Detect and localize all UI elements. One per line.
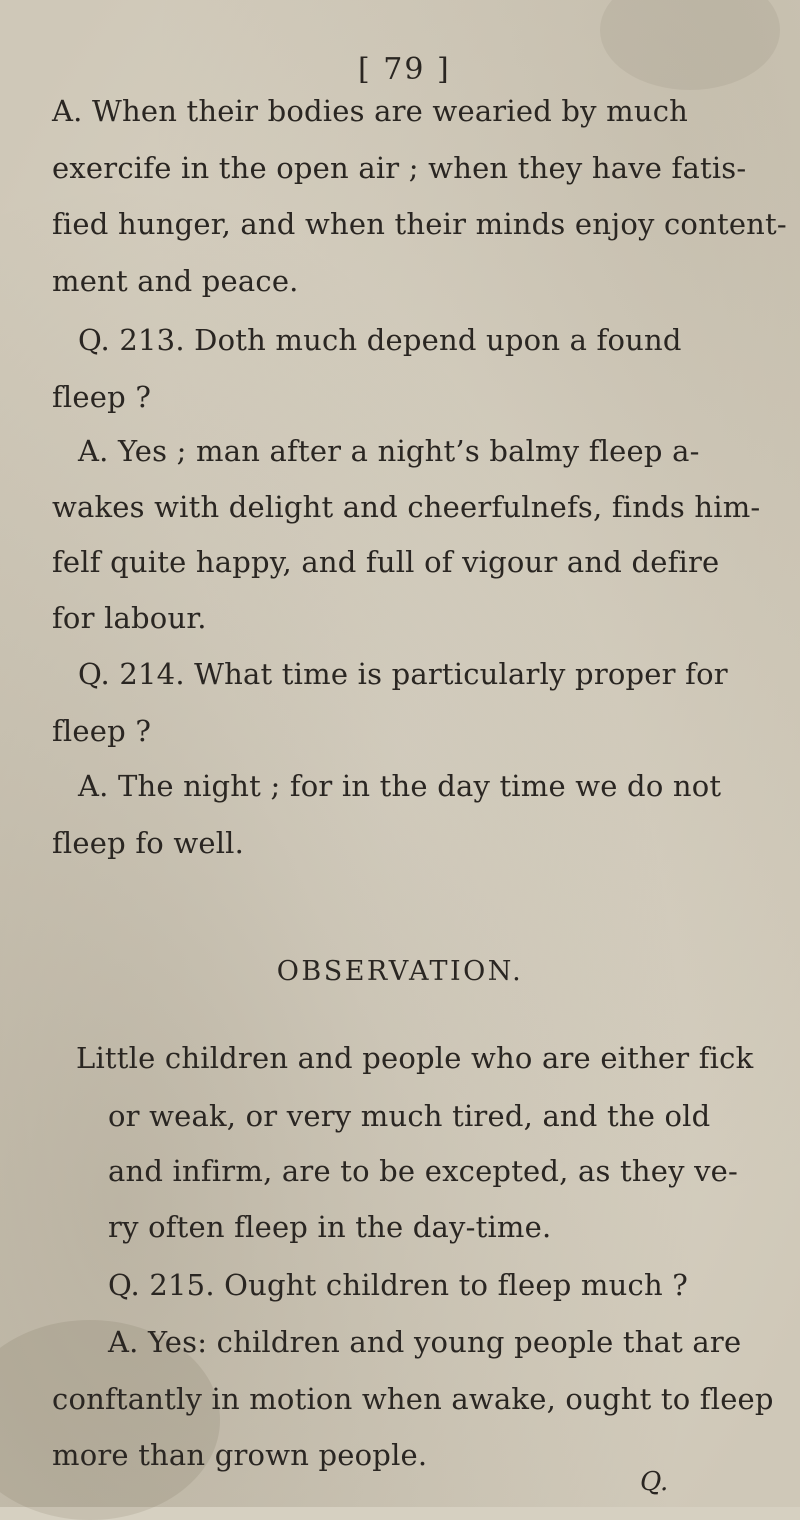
text-line: felf quite happy, and full of vigour and defire	[52, 544, 720, 579]
observation-line: ry often fleep in the day-time.	[108, 1210, 552, 1245]
paper-stain	[600, 0, 780, 90]
text-line: Q. 214. What time is particularly proper for	[78, 657, 728, 692]
text-line: fleep fo well.	[52, 825, 245, 860]
observation-line: or weak, or very much tired, and the old	[108, 1098, 711, 1133]
text-line: A. Yes: children and young people that are	[108, 1325, 742, 1360]
observation-line: Little children and people who are either fick	[76, 1041, 754, 1076]
text-line: A. When their bodies are wearied by much	[52, 94, 689, 129]
text-line: exercife in the open air ; when they have fatis-	[52, 150, 747, 185]
text-line: conftantly in motion when awake, ought to fleep	[52, 1381, 774, 1416]
text-line: A. Yes ; man after a night’s balmy fleep a-	[78, 433, 700, 468]
text-line: fleep ?	[52, 713, 152, 748]
text-line: wakes with delight and cheerfulnefs, finds him-	[52, 490, 761, 525]
text-line: fied hunger, and when their minds enjoy content-	[52, 207, 787, 242]
observation-line: and infirm, are to be excepted, as they ve-	[108, 1153, 739, 1188]
text-line: ment and peace.	[52, 264, 299, 299]
text-line: Q. 213. Doth much depend upon a found	[78, 322, 682, 357]
catchword: Q.	[640, 1467, 669, 1498]
text-line: Q. 215. Ought children to fleep much ?	[108, 1267, 688, 1302]
page-number: [ 79 ]	[358, 51, 451, 87]
text-line: more than grown people.	[52, 1438, 428, 1473]
text-line: fleep ?	[52, 380, 152, 415]
observation-heading: OBSERVATION.	[276, 955, 524, 987]
text-line: A. The night ; for in the day time we do not	[78, 769, 722, 804]
text-line: for labour.	[52, 600, 207, 635]
